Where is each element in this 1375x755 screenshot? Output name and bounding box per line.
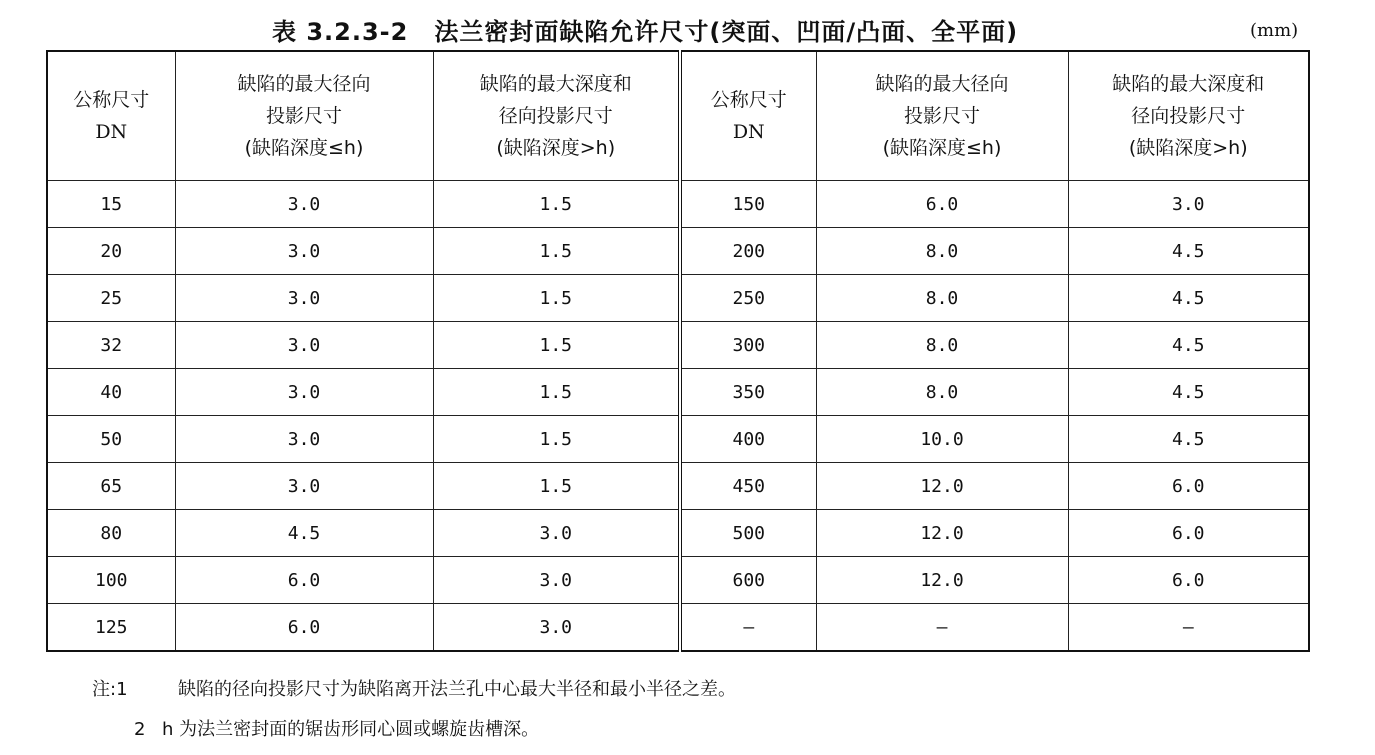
table-row — [47, 369, 1309, 416]
note-number: 注:1 — [92, 679, 128, 700]
table-cell: 8.0 — [816, 228, 1068, 275]
table-cell: 1.5 — [433, 463, 680, 510]
table-cell: 3.0 — [433, 604, 680, 652]
table-cell: 8.0 — [816, 322, 1068, 369]
header-line: 缺陷的最大径向 — [237, 73, 371, 95]
header-dn-right — [680, 51, 816, 181]
table-cell: — — [1068, 604, 1309, 652]
table-cell: 350 — [680, 369, 816, 416]
table-cell: — — [816, 604, 1068, 652]
table-row — [47, 275, 1309, 322]
header-row — [47, 51, 1309, 181]
table-cell: 125 — [47, 604, 175, 652]
header-line: 径向投影尺寸 — [498, 105, 613, 127]
header-radial-left — [175, 51, 433, 181]
table-row — [47, 416, 1309, 463]
table-cell: 80 — [47, 510, 175, 557]
table-cell: 1.5 — [433, 369, 680, 416]
table-cell: 8.0 — [816, 369, 1068, 416]
table-number: 表 3.2.3-2 — [272, 18, 409, 46]
table-cell: 3.0 — [175, 416, 433, 463]
table-cell: 3.0 — [433, 510, 680, 557]
table-title-text: 法兰密封面缺陷允许尺寸(突面、凹面/凸面、全平面) — [434, 18, 1019, 46]
table-cell: 450 — [680, 463, 816, 510]
header-line: 投影尺寸 — [903, 105, 980, 127]
header-line: 缺陷的最大径向 — [875, 73, 1009, 95]
table-cell: 3.0 — [1068, 181, 1309, 228]
table-cell: 3.0 — [175, 181, 433, 228]
unit-label: (mm) — [1250, 20, 1299, 41]
header-line: 公称尺寸 — [73, 89, 150, 111]
header-line: 缺陷的最大深度和 — [479, 73, 632, 95]
table-cell: 1.5 — [433, 228, 680, 275]
table-cell: 6.0 — [175, 557, 433, 604]
table-cell: 3.0 — [175, 275, 433, 322]
table-cell: 20 — [47, 228, 175, 275]
header-line: DN — [95, 121, 128, 143]
table-cell: 6.0 — [1068, 557, 1309, 604]
header-line: (缺陷深度≤h) — [882, 137, 1002, 159]
header-line: 公称尺寸 — [710, 89, 787, 111]
table-cell: 4.5 — [1068, 228, 1309, 275]
header-depth-left — [433, 51, 680, 181]
table-cell: 65 — [47, 463, 175, 510]
table-cell: 4.5 — [1068, 322, 1309, 369]
table-caption — [0, 8, 1375, 48]
header-line: (缺陷深度>h) — [496, 137, 616, 159]
table-cell: 300 — [680, 322, 816, 369]
table-cell: 3.0 — [433, 557, 680, 604]
header-line: 径向投影尺寸 — [1131, 105, 1246, 127]
table-cell: 250 — [680, 275, 816, 322]
table-row — [47, 228, 1309, 275]
table-cell: 100 — [47, 557, 175, 604]
table-cell: 40 — [47, 369, 175, 416]
note-text: 缺陷的径向投影尺寸为缺陷离开法兰孔中心最大半径和最小半径之差。 — [178, 679, 736, 700]
header-line: (缺陷深度>h) — [1128, 137, 1248, 159]
table-cell: 6.0 — [1068, 510, 1309, 557]
header-line: DN — [732, 121, 765, 143]
table-cell: 400 — [680, 416, 816, 463]
table-cell: 4.5 — [1068, 275, 1309, 322]
table-row — [47, 322, 1309, 369]
table-cell: 3.0 — [175, 369, 433, 416]
table-cell: 15 — [47, 181, 175, 228]
table-row — [47, 604, 1309, 652]
note-item — [92, 670, 736, 710]
header-dn-left — [47, 51, 175, 181]
table-row — [47, 181, 1309, 228]
table-cell: 4.5 — [1068, 416, 1309, 463]
note-text: h 为法兰密封面的锯齿形同心圆或螺旋齿槽深。 — [162, 719, 540, 740]
table-notes — [92, 670, 736, 750]
table-cell: 25 — [47, 275, 175, 322]
table-cell: 3.0 — [175, 463, 433, 510]
table-cell: 150 — [680, 181, 816, 228]
table-cell: — — [680, 604, 816, 652]
table-cell: 3.0 — [175, 228, 433, 275]
table-cell: 1.5 — [433, 275, 680, 322]
table-cell: 1.5 — [433, 416, 680, 463]
table-cell: 4.5 — [1068, 369, 1309, 416]
table-cell: 3.0 — [175, 322, 433, 369]
table-row — [47, 510, 1309, 557]
table-cell: 200 — [680, 228, 816, 275]
header-line: 缺陷的最大深度和 — [1112, 73, 1265, 95]
table-row — [47, 557, 1309, 604]
table-cell: 1.5 — [433, 322, 680, 369]
note-number: 2 — [134, 719, 146, 740]
defect-size-table — [46, 50, 1310, 652]
note-item — [92, 710, 736, 750]
table-cell: 32 — [47, 322, 175, 369]
table-row — [47, 463, 1309, 510]
table-cell: 10.0 — [816, 416, 1068, 463]
table-cell: 12.0 — [816, 463, 1068, 510]
table-cell: 8.0 — [816, 275, 1068, 322]
table-cell: 50 — [47, 416, 175, 463]
table-cell: 6.0 — [816, 181, 1068, 228]
header-radial-right — [816, 51, 1068, 181]
table-cell: 500 — [680, 510, 816, 557]
table-cell: 600 — [680, 557, 816, 604]
table-cell: 6.0 — [1068, 463, 1309, 510]
header-line: (缺陷深度≤h) — [244, 137, 364, 159]
table-cell: 6.0 — [175, 604, 433, 652]
table-title — [272, 12, 1018, 47]
table-cell: 12.0 — [816, 510, 1068, 557]
table-cell: 4.5 — [175, 510, 433, 557]
header-depth-right — [1068, 51, 1309, 181]
header-line: 投影尺寸 — [265, 105, 342, 127]
table-cell: 1.5 — [433, 181, 680, 228]
table-cell: 12.0 — [816, 557, 1068, 604]
